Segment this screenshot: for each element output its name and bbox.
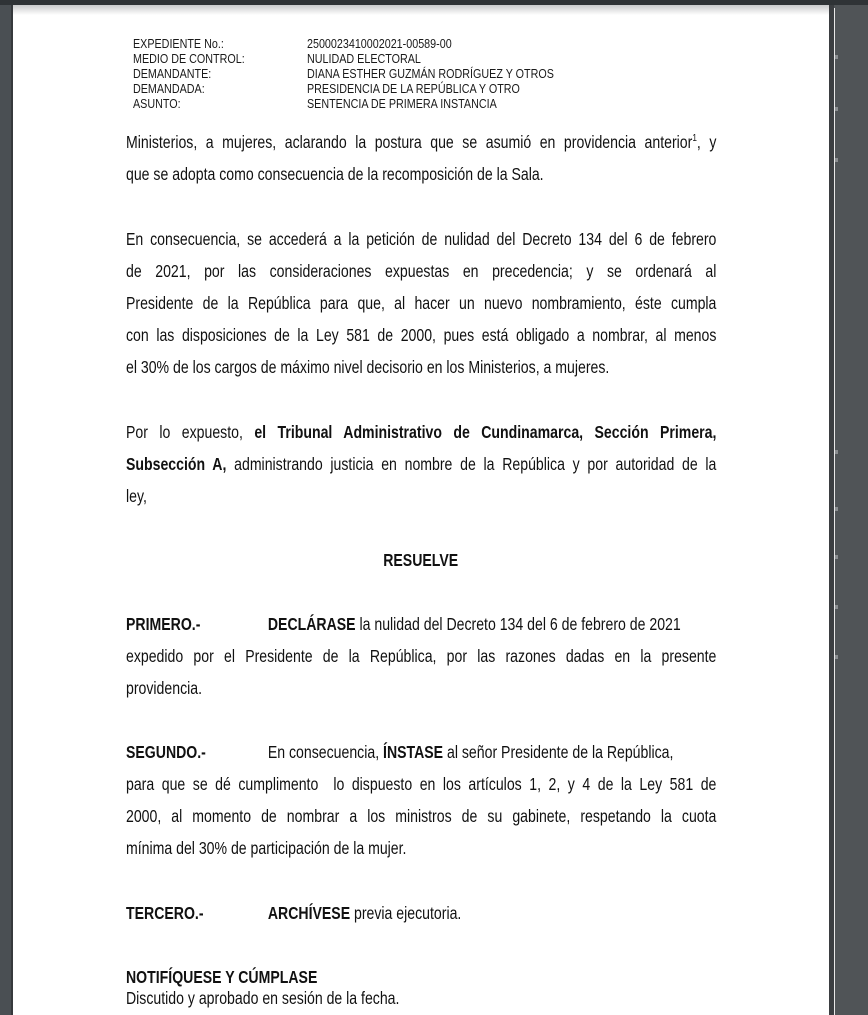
court-subsection: Subsección A, — [126, 454, 227, 474]
text: previa ejecutoria. — [350, 903, 462, 923]
closing-text: Discutido y aprobado en sesión de la fecha. — [126, 988, 400, 1008]
text: En consecuencia, — [267, 742, 384, 762]
ordinal-label: SEGUNDO.- — [126, 742, 206, 762]
ordinal-segundo-line: 2000, al momento de nombrar a los ministros de su gabinete, respetando la cuota — [126, 806, 717, 826]
ordinal-verb: DECLÁRASE — [267, 614, 356, 634]
header-value: PRESIDENCIA DE LA REPÚBLICA Y OTRO — [307, 82, 520, 96]
text: Ministerios, a mujeres, aclarando la postura que se asumió en providencia anterior — [126, 132, 693, 152]
ordinal-verb: ÍNSTASE — [383, 742, 444, 762]
scroll-marker — [835, 450, 838, 454]
ordinal-primero-line: expedido por el Presidente de la República, por las razones dadas en la presente — [126, 646, 717, 666]
page-top-shadow — [13, 5, 829, 15]
paragraph-3-line — [126, 454, 716, 474]
paragraph-2-line: En consecuencia, se accederá a la petición de nulidad del Decreto 134 del 6 de febrero — [126, 229, 717, 249]
ordinal-segundo-line: para que se dé cumplimento lo dispuesto en los artículos 1, 2, y 4 de la Ley 581 de — [126, 774, 717, 794]
text: Por lo expuesto, — [126, 422, 255, 442]
paragraph-2-line: de 2021, por las consideraciones expuestas en precedencia; y se ordenará al — [126, 261, 717, 281]
scroll-marker — [835, 507, 838, 511]
ordinal-label: PRIMERO.- — [126, 614, 201, 634]
viewer-left-gutter — [0, 5, 11, 1015]
header-value: SENTENCIA DE PRIMERA INSTANCIA — [307, 97, 497, 111]
scroll-marker — [835, 55, 838, 59]
header-label: DEMANDADA: — [133, 82, 205, 96]
header-label: ASUNTO: — [133, 97, 181, 111]
text: administrando justicia en nombre de la República y por autoridad de la — [226, 454, 717, 474]
heading-text: RESUELVE — [383, 550, 459, 570]
paragraph-2-line: el 30% de los cargos de máximo nivel decisorio en los Ministerios, a mujeres. — [126, 357, 610, 377]
header-value: NULIDAD ELECTORAL — [307, 52, 421, 66]
ordinal-text — [268, 742, 674, 762]
court-name: el Tribunal Administrativo de Cundinamarca, Sección Primera, — [254, 422, 717, 442]
scroll-marker — [835, 605, 838, 609]
header-label: EXPEDIENTE No.: — [133, 37, 224, 51]
paragraph-3-line — [126, 422, 716, 442]
ordinal-text — [268, 614, 681, 634]
paragraph-2-line: Presidente de la República para que, al hacer un nuevo nombramiento, éste cumpla — [126, 293, 717, 313]
paragraph-1-line — [126, 132, 716, 152]
header-value: 2500023410002021-00589-00 — [307, 37, 452, 51]
paragraph-2-line: con las disposiciones de la Ley 581 de 2000, pues está obligado a nombrar, al menos — [126, 325, 717, 345]
resolve-heading — [126, 550, 716, 570]
scroll-marker — [835, 107, 838, 111]
header-value: DIANA ESTHER GUZMÁN RODRÍGUEZ Y OTROS — [307, 67, 554, 81]
header-label: DEMANDANTE: — [133, 67, 212, 81]
paragraph-1-line: que se adopta como consecuencia de la recomposición de la Sala. — [126, 164, 544, 184]
ordinal-text — [268, 903, 461, 923]
scroll-marker — [835, 655, 838, 659]
paragraph-3-line: ley, — [126, 486, 147, 506]
scroll-marker — [835, 158, 838, 162]
text: , y — [696, 132, 717, 152]
footnote-reference[interactable]: 1 — [692, 133, 697, 144]
viewer-right-gutter — [835, 5, 868, 1015]
text: la nulidad del Decreto 134 del 6 de febrero de 2021 — [355, 614, 681, 634]
ordinal-primero-line: providencia. — [126, 678, 203, 698]
ordinal-segundo-line: mínima del 30% de participación de la mujer. — [126, 838, 407, 858]
closing-title: NOTIFÍQUESE Y CÚMPLASE — [126, 967, 318, 987]
document-page — [13, 5, 829, 1015]
ordinal-label: TERCERO.- — [126, 903, 204, 923]
ordinal-verb: ARCHÍVESE — [267, 903, 351, 923]
text: al señor Presidente de la República, — [443, 742, 674, 762]
header-label: MEDIO DE CONTROL: — [133, 52, 245, 66]
scroll-marker — [835, 555, 838, 559]
